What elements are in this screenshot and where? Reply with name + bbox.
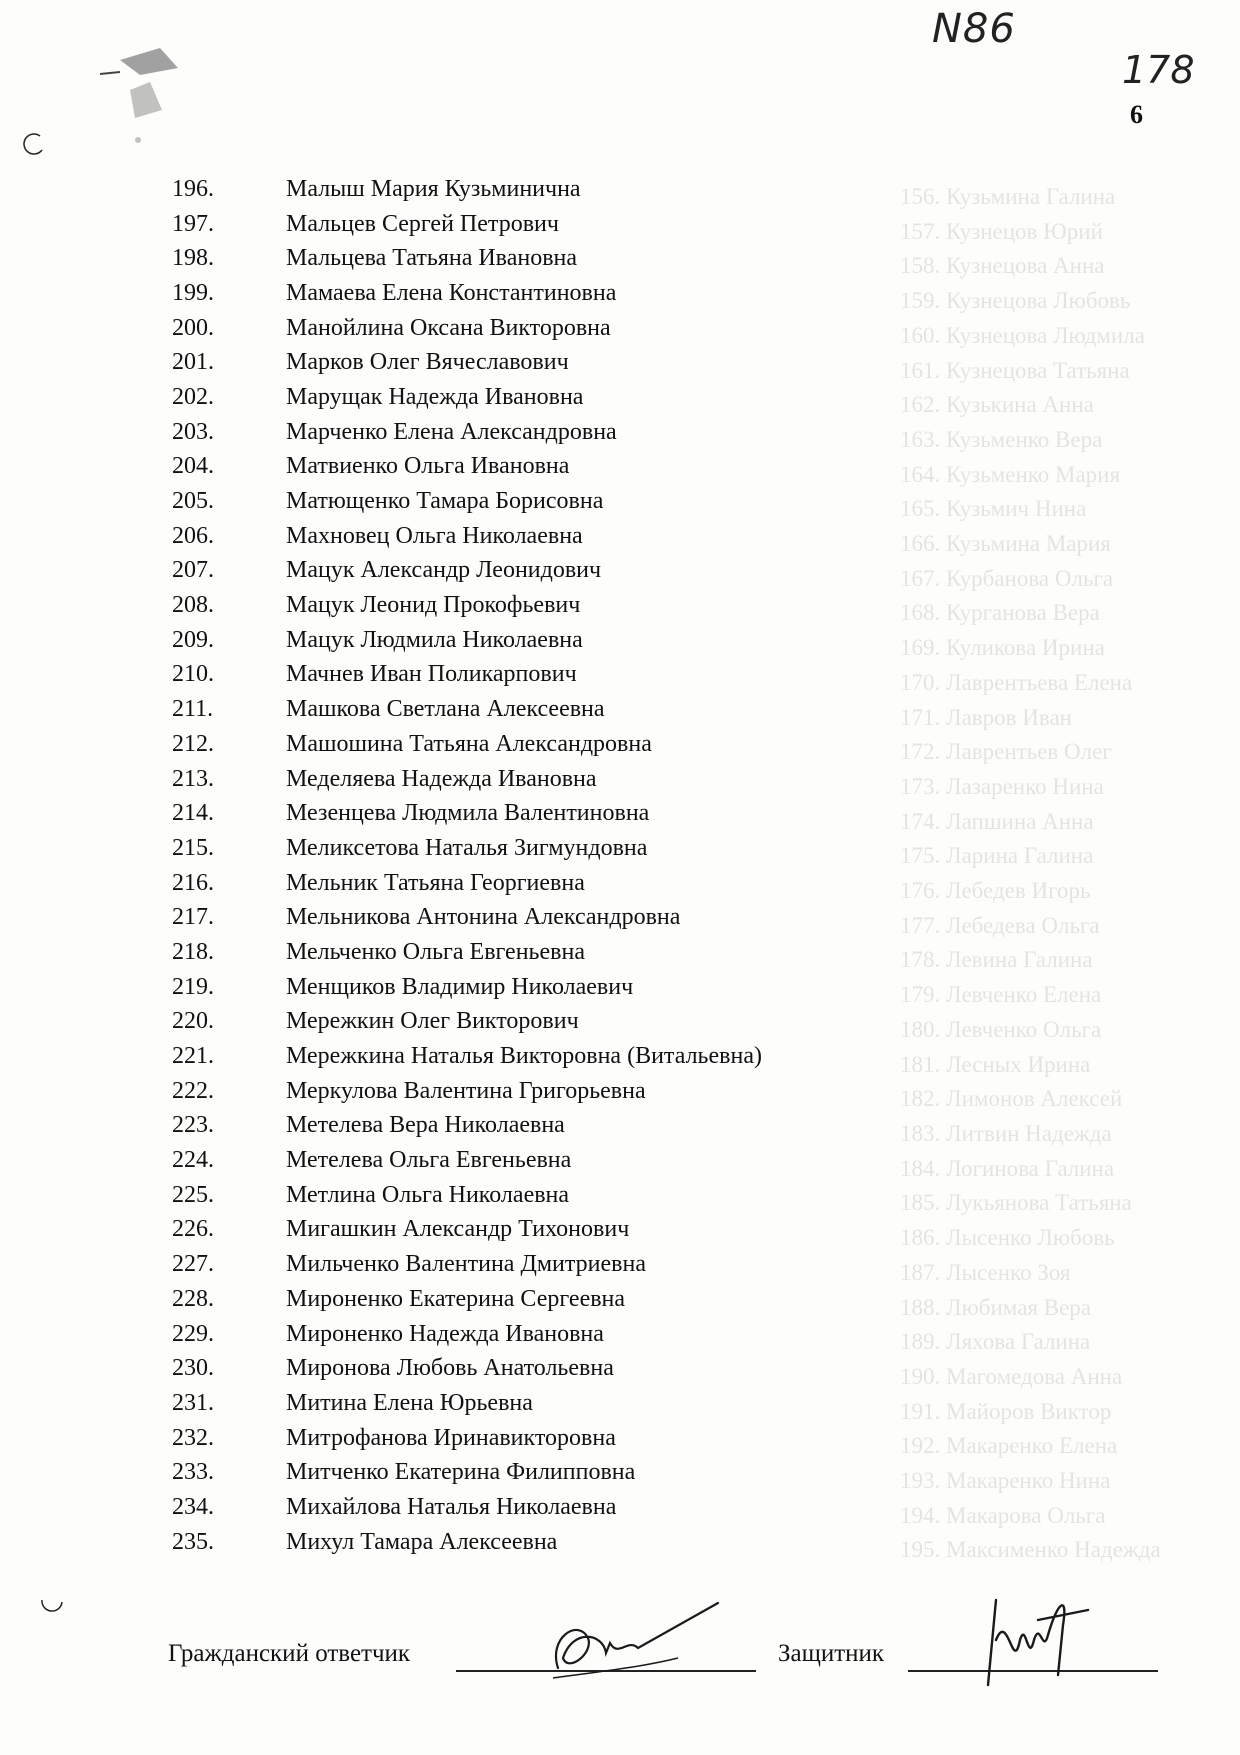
- entry-number: 229.: [172, 1320, 214, 1347]
- list-item: [160, 762, 920, 797]
- entry-name: Мигашкин Александр Тихонович: [286, 1216, 630, 1243]
- entry-name: Мироненко Екатерина Сергеевна: [286, 1285, 626, 1312]
- entry-name: Миронова Любовь Анатольевна: [286, 1355, 614, 1382]
- list-item: [160, 935, 920, 970]
- entry-number: 232.: [172, 1424, 214, 1451]
- entry-number: 201.: [172, 349, 214, 376]
- entry-name: Мережкин Олег Викторович: [286, 1008, 579, 1035]
- entry-name: Мачнев Иван Поликарпович: [286, 661, 577, 688]
- list-item: [160, 970, 920, 1005]
- list-item: [160, 484, 920, 519]
- entry-name: Митина Елена Юрьевна: [286, 1389, 533, 1416]
- list-item: [160, 1525, 920, 1560]
- entry-name: Мезенцева Людмила Валентиновна: [286, 800, 650, 827]
- entry-number: 197.: [172, 210, 214, 237]
- entry-number: 209.: [172, 626, 214, 653]
- entry-number: 219.: [172, 973, 214, 1000]
- entry-name: Михайлова Наталья Николаевна: [286, 1493, 617, 1520]
- entry-number: 213.: [172, 765, 214, 792]
- entry-number: 204.: [172, 453, 214, 480]
- entry-number: 224.: [172, 1147, 214, 1174]
- punch-hole-mark: [38, 1590, 68, 1620]
- list-item: [160, 311, 920, 346]
- list-item: [160, 1247, 920, 1282]
- entry-name: Марченко Елена Александровна: [286, 418, 617, 445]
- list-item: [160, 1455, 920, 1490]
- list-item: [160, 692, 920, 727]
- list-item: [160, 1386, 920, 1421]
- entry-name: Меркулова Валентина Григорьевна: [286, 1077, 646, 1104]
- entry-name: Махновец Ольга Николаевна: [286, 522, 583, 549]
- entry-name: Мамаева Елена Константиновна: [286, 279, 617, 306]
- entry-number: 203.: [172, 418, 214, 445]
- list-item: [160, 554, 920, 589]
- names-list: [160, 172, 920, 1560]
- list-item: [160, 241, 920, 276]
- entry-number: 220.: [172, 1008, 214, 1035]
- list-item: [160, 796, 920, 831]
- list-item: [160, 658, 920, 693]
- entry-name: Манойлина Оксана Викторовна: [286, 314, 611, 341]
- entry-name: Машкова Светлана Алексеевна: [286, 696, 605, 723]
- entry-name: Мироненко Надежда Ивановна: [286, 1320, 604, 1347]
- entry-number: 226.: [172, 1216, 214, 1243]
- list-item: [160, 1074, 920, 1109]
- entry-number: 217.: [172, 904, 214, 931]
- entry-name: Метелева Вера Николаевна: [286, 1112, 565, 1139]
- entry-name: Машошина Татьяна Александровна: [286, 730, 652, 757]
- list-item: [160, 1351, 920, 1386]
- entry-name: Матющенко Тамара Борисовна: [286, 488, 604, 515]
- defendant-signature: [528, 1598, 728, 1688]
- entry-number: 233.: [172, 1459, 214, 1486]
- entry-name: Меделяева Надежда Ивановна: [286, 765, 597, 792]
- handwritten-sheet-number: 178: [1122, 48, 1195, 92]
- entry-number: 223.: [172, 1112, 214, 1139]
- list-item: [160, 588, 920, 623]
- entry-name: Мальцев Сергей Петрович: [286, 210, 559, 237]
- signature-block: [168, 1640, 1168, 1690]
- list-item: [160, 1490, 920, 1525]
- entry-number: 208.: [172, 592, 214, 619]
- entry-name: Мельникова Антонина Александровна: [286, 904, 681, 931]
- entry-name: Марков Олег Вячеславович: [286, 349, 569, 376]
- list-item: [160, 1143, 920, 1178]
- entry-number: 234.: [172, 1493, 214, 1520]
- entry-name: Мацук Леонид Прокофьевич: [286, 592, 581, 619]
- entry-name: Мельник Татьяна Георгиевна: [286, 869, 585, 896]
- list-item: [160, 900, 920, 935]
- list-item: [160, 1282, 920, 1317]
- entry-name: Метлина Ольга Николаевна: [286, 1181, 570, 1208]
- entry-number: 215.: [172, 834, 214, 861]
- bleed-through-text: 156. Кузьмина Галина 157. Кузнецов Юрий 158. Кузнецова Анна 159. Кузнецова Любовь 160. Кузнецова Людмила 161. Кузнецова Татьяна 162. Кузькина Анна 163. Кузьменко Вера 164. Кузьменко Мария 165. Кузьмич Нина 166. Кузьмина Мария 167. Курбанова Ольга 168. Курганова Вера 169. Куликова Ирина 170. Лаврентьева Елена 171. Лавров Иван 172. Лаврентьев Олег 173. Лазаренко Нина 174. Лапшина Анна 175. Ларина Галина 176. Лебедев Игорь 177. Лебедева Ольга 178. Левина Галина 179. Левченко Елена 180. Левченко Ольга 181. Лесных Ирина 182. Лимонов Алексей 183. Литвин Надежда 184. Логинова Галина 185. Лукьянова Татьяна 186. Лысенко Любовь 187. Лысенко Зоя 188. Любимая Вера 189. Ляхова Галина 190. Магомедова Анна 191. Майоров Виктор 192. Макаренко Елена 193. Макаренко Нина 194. Макарова Ольга 195. Максименко Надежда: [900, 184, 1161, 1563]
- entry-name: Митченко Екатерина Филипповна: [286, 1459, 636, 1486]
- list-item: [160, 1005, 920, 1040]
- entry-name: Михул Тамара Алексеевна: [286, 1528, 558, 1555]
- punch-hole-mark: [18, 130, 48, 160]
- entry-number: 214.: [172, 800, 214, 827]
- list-item: [160, 519, 920, 554]
- entry-number: 212.: [172, 730, 214, 757]
- defender-signature: [968, 1580, 1098, 1690]
- entry-number: 196.: [172, 175, 214, 202]
- entry-name: Мацук Людмила Николаевна: [286, 626, 583, 653]
- entry-name: Малыш Мария Кузьминична: [286, 175, 581, 202]
- list-item: [160, 450, 920, 485]
- entry-number: 198.: [172, 245, 214, 272]
- scan-smudge: [90, 20, 200, 150]
- entry-name: Матвиенко Ольга Ивановна: [286, 453, 570, 480]
- list-item: [160, 380, 920, 415]
- list-item: [160, 1421, 920, 1456]
- list-item: [160, 345, 920, 380]
- entry-name: Мацук Александр Леонидович: [286, 557, 602, 584]
- entry-number: 235.: [172, 1528, 214, 1555]
- handwritten-case-number: N86: [932, 6, 1016, 52]
- defender-label: Защитник: [778, 1640, 885, 1667]
- list-item: [160, 831, 920, 866]
- entry-number: 202.: [172, 383, 214, 410]
- civil-defendant-label: Гражданский ответчик: [168, 1640, 411, 1667]
- list-item: [160, 1317, 920, 1352]
- list-item: [160, 276, 920, 311]
- entry-number: 207.: [172, 557, 214, 584]
- entry-number: 221.: [172, 1043, 214, 1070]
- entry-number: 218.: [172, 938, 214, 965]
- list-item: [160, 866, 920, 901]
- entry-name: Мельченко Ольга Евгеньевна: [286, 938, 585, 965]
- list-item: [160, 727, 920, 762]
- entry-number: 206.: [172, 522, 214, 549]
- entry-number: 222.: [172, 1077, 214, 1104]
- entry-name: Мережкина Наталья Викторовна (Витальевна): [286, 1043, 762, 1070]
- entry-number: 216.: [172, 869, 214, 896]
- entry-name: Менщиков Владимир Николаевич: [286, 973, 634, 1000]
- list-item: [160, 1213, 920, 1248]
- list-item: [160, 1178, 920, 1213]
- entry-number: 205.: [172, 488, 214, 515]
- list-item: [160, 1039, 920, 1074]
- entry-name: Марущак Надежда Ивановна: [286, 383, 584, 410]
- entry-number: 225.: [172, 1181, 214, 1208]
- entry-number: 228.: [172, 1285, 214, 1312]
- entry-name: Меликсетова Наталья Зигмундовна: [286, 834, 648, 861]
- entry-number: 227.: [172, 1251, 214, 1278]
- entry-number: 200.: [172, 314, 214, 341]
- entry-name: Метелева Ольга Евгеньевна: [286, 1147, 572, 1174]
- entry-number: 230.: [172, 1355, 214, 1382]
- entry-number: 199.: [172, 279, 214, 306]
- list-item: [160, 172, 920, 207]
- entry-name: Мальцева Татьяна Ивановна: [286, 245, 578, 272]
- entry-number: 210.: [172, 661, 214, 688]
- entry-name: Мильченко Валентина Дмитриевна: [286, 1251, 646, 1278]
- list-item: [160, 1109, 920, 1144]
- entry-number: 211.: [172, 696, 214, 723]
- list-item: [160, 415, 920, 450]
- list-item: [160, 207, 920, 242]
- page-number: 6: [1130, 100, 1143, 129]
- list-item: [160, 623, 920, 658]
- entry-name: Митрофанова Иринавикторовна: [286, 1424, 616, 1451]
- entry-number: 231.: [172, 1389, 214, 1416]
